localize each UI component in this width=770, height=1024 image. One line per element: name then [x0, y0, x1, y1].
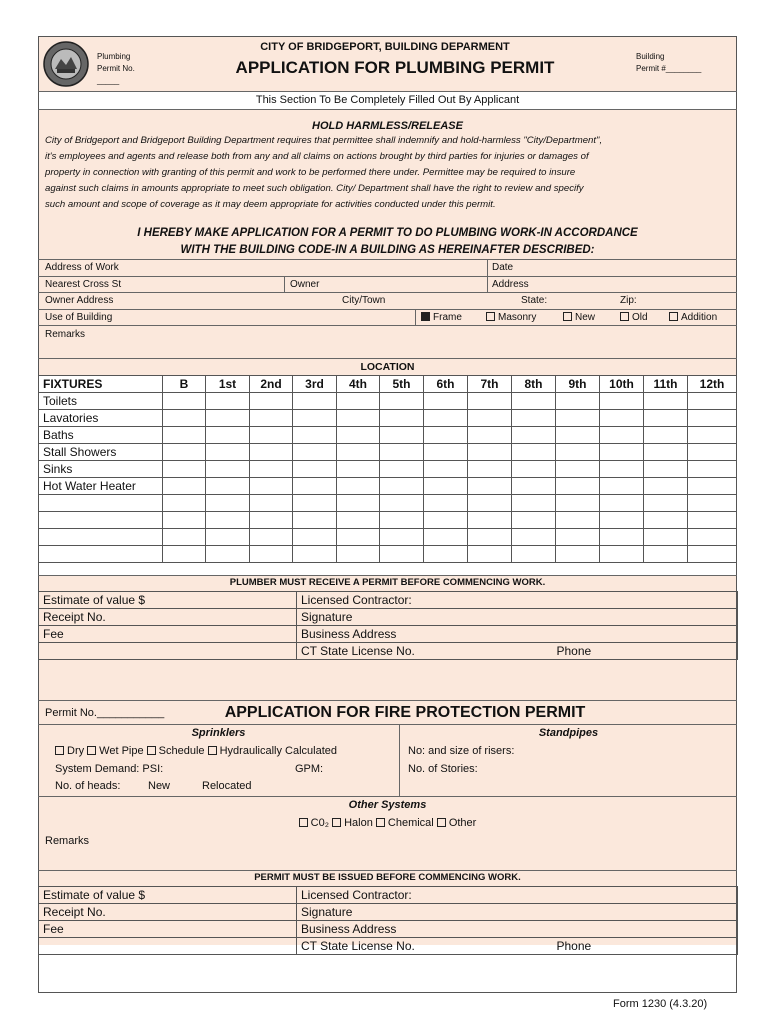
- fixture-label: [39, 546, 163, 563]
- fixture-count-cell[interactable]: [644, 495, 688, 512]
- number-of-heads-field[interactable]: No. of heads:: [55, 780, 121, 792]
- fixture-count-cell[interactable]: [468, 427, 512, 444]
- fixture-count-cell[interactable]: [163, 478, 206, 495]
- floor-column-header: 5th: [380, 376, 424, 393]
- floor-column-header: 9th: [556, 376, 600, 393]
- fixture-count-cell[interactable]: [512, 393, 556, 410]
- fixture-count-cell[interactable]: [600, 427, 644, 444]
- hold-harmless-line: against such claims in amounts appropriate to meet such obligation. City/ Department shall have the right to review and specify: [45, 183, 584, 194]
- fixture-count-cell[interactable]: [163, 461, 206, 478]
- fixture-count-cell[interactable]: [556, 393, 600, 410]
- fixture-count-cell[interactable]: [600, 410, 644, 427]
- fixture-count-cell[interactable]: [293, 529, 337, 546]
- licensed-contractor-field[interactable]: Licensed Contractor:: [297, 887, 738, 904]
- checkbox-icon: [332, 818, 341, 827]
- other-systems-options: [38, 816, 737, 830]
- fixture-count-cell[interactable]: [163, 495, 206, 512]
- remarks-field[interactable]: Remarks: [45, 329, 86, 340]
- fixture-count-cell[interactable]: [206, 512, 250, 529]
- floor-column-header: 1st: [206, 376, 250, 393]
- fixture-count-cell[interactable]: [250, 461, 293, 478]
- fixture-count-cell[interactable]: [206, 444, 250, 461]
- fixture-count-cell[interactable]: [468, 512, 512, 529]
- heads-new-field[interactable]: New: [148, 780, 171, 792]
- masonry-checkbox[interactable]: Masonry: [486, 311, 536, 325]
- fixture-count-cell[interactable]: [163, 427, 206, 444]
- floor-column-header: 8th: [512, 376, 556, 393]
- fixture-count-cell[interactable]: [424, 461, 468, 478]
- fixture-count-cell[interactable]: [206, 478, 250, 495]
- city-seal-logo: [43, 41, 89, 87]
- fixture-count-cell[interactable]: [468, 410, 512, 427]
- fixture-count-cell[interactable]: [644, 529, 688, 546]
- fire-remarks-field[interactable]: Remarks: [45, 835, 90, 847]
- state-field[interactable]: State:: [521, 295, 548, 306]
- fixture-count-cell[interactable]: [688, 529, 737, 546]
- co2-checkbox[interactable]: C0₂: [299, 817, 329, 829]
- fixture-count-cell[interactable]: [293, 512, 337, 529]
- fixture-count-cell[interactable]: [556, 444, 600, 461]
- fixture-count-cell[interactable]: [163, 529, 206, 546]
- receipt-field[interactable]: Receipt No.: [39, 609, 297, 626]
- fixture-count-cell[interactable]: [380, 495, 424, 512]
- fixture-count-cell[interactable]: [556, 478, 600, 495]
- floor-column-header: 11th: [644, 376, 688, 393]
- fixture-count-cell[interactable]: [512, 478, 556, 495]
- building-permit-label: Building: [636, 52, 665, 61]
- fixture-count-cell[interactable]: [688, 461, 737, 478]
- checkbox-icon: [299, 818, 308, 827]
- section-instruction: This Section To Be Completely Filled Out By Applicant: [255, 94, 520, 106]
- checkbox-icon: [208, 746, 217, 755]
- fixture-count-cell[interactable]: [600, 444, 644, 461]
- fixture-count-cell[interactable]: [512, 444, 556, 461]
- building-permit-no-field[interactable]: Permit #________: [636, 64, 702, 73]
- fixture-count-cell[interactable]: [688, 495, 737, 512]
- fixture-count-cell[interactable]: [250, 427, 293, 444]
- plumbing-permit-no-label: Permit No.: [97, 64, 135, 73]
- fixture-count-cell[interactable]: [380, 410, 424, 427]
- table-row: [39, 427, 737, 444]
- checkbox-checked-icon: [421, 312, 430, 321]
- plumbing-permit-no-field[interactable]: _____: [97, 76, 120, 85]
- receipt-field[interactable]: Receipt No.: [39, 904, 297, 921]
- fixture-count-cell[interactable]: [600, 393, 644, 410]
- city-town-field[interactable]: City/Town: [342, 295, 386, 306]
- fixture-count-cell[interactable]: [250, 478, 293, 495]
- fee-field[interactable]: Fee: [39, 921, 297, 938]
- fixture-label: Sinks: [39, 461, 163, 478]
- fixture-count-cell[interactable]: [380, 427, 424, 444]
- permit-notice: PERMIT MUST BE ISSUED BEFORE COMMENCING WORK.: [254, 872, 521, 883]
- fixture-count-cell[interactable]: [163, 444, 206, 461]
- schedule-checkbox[interactable]: Schedule: [147, 745, 205, 757]
- floor-column-header: 7th: [468, 376, 512, 393]
- fixture-count-cell[interactable]: [600, 461, 644, 478]
- fixture-count-cell[interactable]: [688, 393, 737, 410]
- fixture-count-cell[interactable]: [293, 478, 337, 495]
- stories-field[interactable]: No. of Stories:: [408, 763, 478, 775]
- fixture-count-cell[interactable]: [424, 529, 468, 546]
- plumber-notice: PLUMBER MUST RECEIVE A PERMIT BEFORE COMMENCING WORK.: [229, 577, 546, 588]
- chemical-checkbox[interactable]: Chemical: [376, 817, 434, 829]
- hold-harmless-text: [45, 133, 730, 213]
- fixture-count-cell[interactable]: [688, 546, 737, 563]
- fixture-count-cell[interactable]: [556, 427, 600, 444]
- fixture-count-cell[interactable]: [293, 461, 337, 478]
- date-field[interactable]: Date: [492, 262, 514, 273]
- fixture-count-cell[interactable]: [293, 495, 337, 512]
- table-row: [39, 546, 737, 563]
- fixture-count-cell[interactable]: [688, 410, 737, 427]
- fixture-count-cell[interactable]: [380, 444, 424, 461]
- hold-harmless-line: City of Bridgeport and Bridgeport Building Department requires that permittee shall indemnify and hold-harmless "City/Department",: [45, 135, 603, 146]
- floor-column-header: 10th: [600, 376, 644, 393]
- fixture-count-cell[interactable]: [468, 546, 512, 563]
- fire-permit-no-field[interactable]: Permit No.___________: [45, 707, 165, 719]
- fixture-count-cell[interactable]: [468, 444, 512, 461]
- hold-harmless-title: HOLD HARMLESS/RELEASE: [312, 120, 463, 132]
- fixture-count-cell[interactable]: [250, 410, 293, 427]
- fixture-count-cell[interactable]: [337, 410, 380, 427]
- fixture-label: [39, 512, 163, 529]
- fixture-count-cell[interactable]: [644, 478, 688, 495]
- fixture-label: [39, 495, 163, 512]
- fixture-count-cell[interactable]: [644, 393, 688, 410]
- fixtures-table: [38, 375, 737, 563]
- table-row: [39, 444, 737, 461]
- fixture-count-cell[interactable]: [424, 427, 468, 444]
- fixture-count-cell[interactable]: [206, 393, 250, 410]
- floor-column-header: 4th: [337, 376, 380, 393]
- heads-relocated-field[interactable]: Relocated: [202, 780, 252, 792]
- fixture-count-cell[interactable]: [206, 529, 250, 546]
- fixture-count-cell[interactable]: [556, 495, 600, 512]
- address-of-work-field[interactable]: Address of Work: [45, 262, 119, 273]
- fixture-count-cell[interactable]: [424, 512, 468, 529]
- fixture-count-cell[interactable]: [424, 444, 468, 461]
- fixture-count-cell[interactable]: [206, 461, 250, 478]
- fixture-count-cell[interactable]: [424, 546, 468, 563]
- fixtures-header-row: [39, 376, 737, 393]
- fixture-count-cell[interactable]: [688, 512, 737, 529]
- business-address-field[interactable]: Business Address: [297, 626, 738, 643]
- estimate-field[interactable]: Estimate of value $: [39, 887, 297, 904]
- fixture-count-cell[interactable]: [556, 546, 600, 563]
- fixture-count-cell[interactable]: [380, 461, 424, 478]
- fixture-count-cell[interactable]: [424, 495, 468, 512]
- checkbox-icon: [669, 312, 678, 321]
- fixture-count-cell[interactable]: [468, 478, 512, 495]
- fixture-count-cell[interactable]: [163, 393, 206, 410]
- fixture-count-cell[interactable]: [468, 461, 512, 478]
- floor-column-header: 6th: [424, 376, 468, 393]
- hold-harmless-line: such amount and scope of coverage as it may deem appropriate for activities conducted under this permit.: [45, 199, 496, 210]
- fire-title: APPLICATION FOR FIRE PROTECTION PERMIT: [224, 704, 586, 721]
- fixture-count-cell[interactable]: [512, 495, 556, 512]
- declaration-line-1: I HEREBY MAKE APPLICATION FOR A PERMIT TO DO PLUMBING WORK-IN ACCORDANCE: [137, 227, 638, 239]
- owner-address-label[interactable]: Owner Address: [45, 295, 114, 306]
- fixture-count-cell[interactable]: [250, 512, 293, 529]
- checkbox-icon: [563, 312, 572, 321]
- fixture-count-cell[interactable]: [556, 529, 600, 546]
- old-checkbox[interactable]: Old: [620, 311, 648, 325]
- fee-field[interactable]: Fee: [39, 626, 297, 643]
- phone-label: Phone: [556, 644, 592, 658]
- checkbox-icon: [376, 818, 385, 827]
- fixture-count-cell[interactable]: [512, 529, 556, 546]
- licensed-contractor-field[interactable]: Licensed Contractor:: [297, 592, 738, 609]
- fixture-count-cell[interactable]: [163, 410, 206, 427]
- gpm-field[interactable]: GPM:: [295, 763, 324, 775]
- checkbox-icon: [620, 312, 629, 321]
- plumbing-permit-label: Plumbing: [97, 52, 131, 61]
- dry-checkbox[interactable]: Dry: [55, 745, 84, 757]
- addition-checkbox[interactable]: Addition: [669, 311, 717, 325]
- nearest-cross-st-field[interactable]: Nearest Cross St: [45, 279, 122, 290]
- table-row: [39, 461, 737, 478]
- fixture-count-cell[interactable]: [424, 393, 468, 410]
- ct-license-field[interactable]: CT State License No. Phone: [297, 643, 738, 660]
- fixture-count-cell[interactable]: [337, 393, 380, 410]
- fixture-count-cell[interactable]: [250, 546, 293, 563]
- fixture-count-cell[interactable]: [250, 529, 293, 546]
- fixture-count-cell[interactable]: [644, 444, 688, 461]
- fixture-count-cell[interactable]: [337, 495, 380, 512]
- fixture-label: [39, 529, 163, 546]
- halon-checkbox[interactable]: Halon: [332, 817, 373, 829]
- fixture-count-cell[interactable]: [337, 529, 380, 546]
- hydraulic-checkbox[interactable]: Hydraulically Calculated: [208, 745, 337, 757]
- empty-cell: [39, 938, 297, 955]
- fixture-count-cell[interactable]: [512, 546, 556, 563]
- fixture-count-cell[interactable]: [468, 393, 512, 410]
- table-row: [39, 410, 737, 427]
- fire-office-use-table: [38, 886, 738, 955]
- fixture-count-cell[interactable]: [468, 495, 512, 512]
- checkbox-icon: [147, 746, 156, 755]
- fixture-label: Stall Showers: [39, 444, 163, 461]
- fixture-count-cell[interactable]: [293, 427, 337, 444]
- risers-field[interactable]: No: and size of risers:: [408, 745, 515, 757]
- fixture-count-cell[interactable]: [293, 546, 337, 563]
- page-title: APPLICATION FOR PLUMBING PERMIT: [235, 58, 555, 77]
- fixture-label: Toilets: [39, 393, 163, 410]
- fixture-count-cell[interactable]: [250, 393, 293, 410]
- fixture-count-cell[interactable]: [206, 410, 250, 427]
- fixture-count-cell[interactable]: [163, 546, 206, 563]
- fixture-count-cell[interactable]: [644, 512, 688, 529]
- signature-field[interactable]: Signature: [297, 904, 738, 921]
- fixture-count-cell[interactable]: [337, 427, 380, 444]
- fixture-count-cell[interactable]: [512, 512, 556, 529]
- office-use-table: [38, 591, 738, 660]
- table-row: [39, 529, 737, 546]
- fixtures-column-header: FIXTURES: [39, 376, 163, 393]
- fixture-count-cell[interactable]: [600, 529, 644, 546]
- fixture-count-cell[interactable]: [293, 393, 337, 410]
- floor-column-header: 3rd: [293, 376, 337, 393]
- fixture-count-cell[interactable]: [206, 495, 250, 512]
- floor-column-header: B: [163, 376, 206, 393]
- new-checkbox[interactable]: New: [563, 311, 595, 325]
- fixture-count-cell[interactable]: [380, 512, 424, 529]
- fixture-count-cell[interactable]: [556, 461, 600, 478]
- floor-column-header: 12th: [688, 376, 737, 393]
- fixture-count-cell[interactable]: [424, 410, 468, 427]
- fixture-count-cell[interactable]: [600, 478, 644, 495]
- frame-checkbox[interactable]: Frame: [421, 311, 462, 325]
- fixture-count-cell[interactable]: [556, 512, 600, 529]
- fixture-count-cell[interactable]: [337, 478, 380, 495]
- fixture-count-cell[interactable]: [644, 410, 688, 427]
- table-row: [39, 512, 737, 529]
- fixture-count-cell[interactable]: [293, 444, 337, 461]
- fixture-count-cell[interactable]: [337, 444, 380, 461]
- fixture-count-cell[interactable]: [512, 410, 556, 427]
- fixture-count-cell[interactable]: [468, 529, 512, 546]
- fixture-count-cell[interactable]: [644, 427, 688, 444]
- fixture-label: Hot Water Heater: [39, 478, 163, 495]
- checkbox-icon: [55, 746, 64, 755]
- phone-label: Phone: [556, 939, 592, 953]
- fixture-count-cell[interactable]: [600, 512, 644, 529]
- checkbox-icon: [486, 312, 495, 321]
- fixture-count-cell[interactable]: [206, 427, 250, 444]
- fixture-count-cell[interactable]: [512, 427, 556, 444]
- sprinkler-options: [55, 744, 337, 758]
- fixture-count-cell[interactable]: [206, 546, 250, 563]
- fixture-count-cell[interactable]: [644, 461, 688, 478]
- use-of-building-field[interactable]: Use of Building: [45, 312, 113, 323]
- signature-field[interactable]: Signature: [297, 609, 738, 626]
- fixture-count-cell[interactable]: [600, 495, 644, 512]
- hold-harmless-line: it's employees and agents and release both from any and all claims on actions brought by third parties for injuries or damages of: [45, 151, 589, 162]
- fixture-count-cell[interactable]: [380, 529, 424, 546]
- fixture-count-cell[interactable]: [380, 478, 424, 495]
- fixture-label: Baths: [39, 427, 163, 444]
- fixture-count-cell[interactable]: [600, 546, 644, 563]
- owner-field[interactable]: Owner: [290, 279, 320, 290]
- sprinklers-heading: Sprinklers: [191, 727, 246, 739]
- estimate-field[interactable]: Estimate of value $: [39, 592, 297, 609]
- table-row: [39, 478, 737, 495]
- other-checkbox[interactable]: Other: [437, 817, 477, 829]
- fixture-count-cell[interactable]: [337, 512, 380, 529]
- ct-license-field[interactable]: CT State License No. Phone: [297, 938, 738, 955]
- table-row: [39, 495, 737, 512]
- wet-pipe-checkbox[interactable]: Wet Pipe: [87, 745, 143, 757]
- zip-field[interactable]: Zip:: [620, 295, 637, 306]
- table-row: [39, 393, 737, 410]
- fixture-count-cell[interactable]: [250, 444, 293, 461]
- owner-address-field[interactable]: Address: [492, 279, 529, 290]
- form-number: Form 1230 (4.3.20): [613, 998, 708, 1010]
- fixture-count-cell[interactable]: [688, 444, 737, 461]
- checkbox-icon: [87, 746, 96, 755]
- fixture-count-cell[interactable]: [163, 512, 206, 529]
- business-address-field[interactable]: Business Address: [297, 921, 738, 938]
- fixture-count-cell[interactable]: [337, 546, 380, 563]
- standpipes-heading: Standpipes: [538, 727, 599, 739]
- other-systems-heading: Other Systems: [348, 799, 427, 811]
- fixture-count-cell[interactable]: [250, 495, 293, 512]
- fixture-count-cell[interactable]: [688, 427, 737, 444]
- fixture-count-cell[interactable]: [293, 410, 337, 427]
- fixture-count-cell[interactable]: [556, 410, 600, 427]
- fixture-count-cell[interactable]: [512, 461, 556, 478]
- fixture-count-cell[interactable]: [688, 478, 737, 495]
- fixture-count-cell[interactable]: [380, 393, 424, 410]
- hold-harmless-line: property in connection with granting of this permit and work to be performed there under. Permittee may be required to insure: [45, 167, 576, 178]
- empty-cell: [39, 643, 297, 660]
- fixture-count-cell[interactable]: [337, 461, 380, 478]
- declaration-line-2: WITH THE BUILDING CODE-IN A BUILDING AS HEREINAFTER DESCRIBED:: [180, 244, 595, 256]
- fixture-label: Lavatories: [39, 410, 163, 427]
- fixture-count-cell[interactable]: [644, 546, 688, 563]
- system-demand-psi-field[interactable]: System Demand: PSI:: [55, 763, 164, 775]
- location-heading: LOCATION: [360, 361, 415, 373]
- fixture-count-cell[interactable]: [424, 478, 468, 495]
- fixture-count-cell[interactable]: [380, 546, 424, 563]
- checkbox-icon: [437, 818, 446, 827]
- floor-column-header: 2nd: [250, 376, 293, 393]
- city-department-heading: CITY OF BRIDGEPORT, BUILDING DEPARMENT: [260, 41, 510, 53]
